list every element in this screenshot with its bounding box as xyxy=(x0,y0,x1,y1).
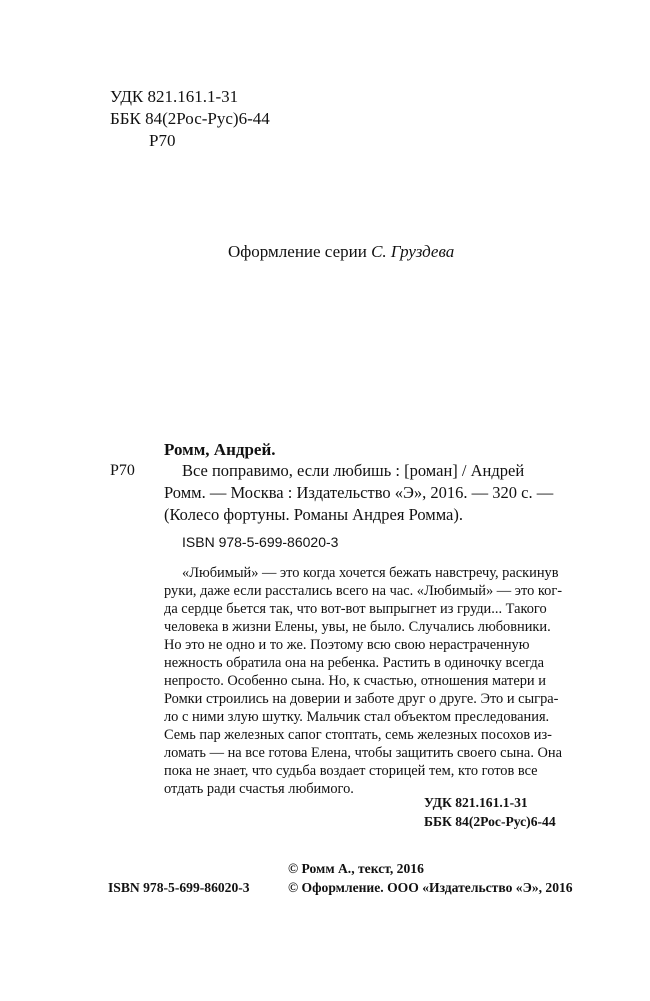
author-mark: Р70 xyxy=(149,131,176,150)
annotation-line: Но это не одно и то же. Поэтому всю свою нерастраченную xyxy=(164,637,530,653)
annotation-line: пока не знает, что судьба воздает сторицей тем, кто готов все xyxy=(164,763,538,779)
card-title-line-1: Все поправимо, если любишь : [роман] / Андрей xyxy=(182,461,525,480)
bbk-code: ББК 84(2Рос-Рус)6-44 xyxy=(110,109,270,128)
annotation-line: ломать — на все готова Елена, чтобы защитить своего сына. Она xyxy=(164,745,562,761)
annotation-line: нежность обратила она на ребенка. Растить в одиночку всегда xyxy=(164,655,545,671)
card-isbn: ISBN 978-5-699-86020-3 xyxy=(182,534,339,550)
annotation-line: «Любимый» — это когда хочется бежать навстречу, раскинув xyxy=(182,565,559,581)
card-title-line-3: (Колесо фортуны. Романы Андрея Ромма). xyxy=(164,505,463,524)
udk-code: УДК 821.161.1-31 xyxy=(110,87,239,106)
series-designer-name: С. Груздева xyxy=(371,242,455,261)
text-copyright: © Ромм А., текст, 2016 xyxy=(288,861,424,876)
annotation-line: Семь пар железных сапог стоптать, семь железных посохов из- xyxy=(164,727,552,743)
card-author: Ромм, Андрей. xyxy=(164,440,276,459)
series-design-label: Оформление серии xyxy=(228,242,367,261)
card-bbk-code: ББК 84(2Рос-Рус)6-44 xyxy=(424,814,556,829)
annotation-line: человека в жизни Елены, увы, не было. Случались любовники. xyxy=(164,619,551,635)
bottom-isbn: ISBN 978-5-699-86020-3 xyxy=(108,880,250,895)
series-design-credit xyxy=(228,242,454,262)
card-udk-code: УДК 821.161.1-31 xyxy=(424,795,528,810)
card-author-mark: Р70 xyxy=(110,462,135,479)
annotation-line: Ромки строились на доверии и заботе друг о друге. Это и сыгра- xyxy=(164,691,559,707)
annotation-line: руки, даже если расстались всего на час. «Любимый» — это ког- xyxy=(164,583,563,599)
design-copyright: © Оформление. ООО «Издательство «Э», 2016 xyxy=(288,880,573,895)
card-title-line-2: Ромм. — Москва : Издательство «Э», 2016. — 320 с. — xyxy=(164,483,554,502)
annotation-line: непросто. Особенно сына. Но, к счастью, отношения матери и xyxy=(164,673,546,689)
annotation-line: отдать ради счастья любимого. xyxy=(164,781,354,797)
annotation-line: да сердце бьется так, что вот-вот выпрыгнет из груди... Такого xyxy=(164,601,547,617)
annotation-line: ло с ними злую шутку. Мальчик стал объектом преследования. xyxy=(164,709,550,725)
